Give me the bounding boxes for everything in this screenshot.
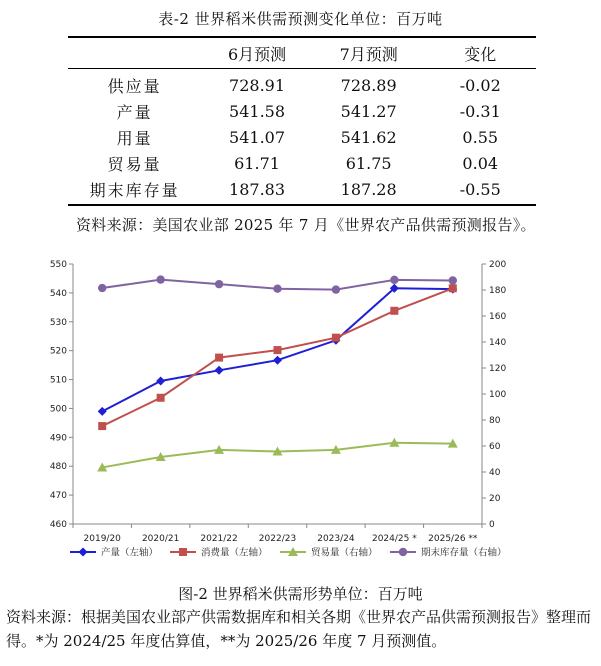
x-tick-label: 2023/24 <box>317 534 355 544</box>
table-title: 表-2 世界稻米供需预测变化单位：百万吨 <box>158 10 443 28</box>
table-header-row <box>68 37 536 69</box>
row-label: 供应量 <box>107 76 162 96</box>
legend-swatch-marker <box>179 548 187 556</box>
figure-caption: 图-2 世界稻米供需形势单位：百万吨 <box>178 585 423 603</box>
table-row <box>68 124 536 150</box>
right-tick-label: 0 <box>489 520 495 530</box>
data-point-series-0 <box>273 356 282 365</box>
cell-june: 728.91 <box>229 75 286 95</box>
cell-july: 541.62 <box>340 127 397 147</box>
legend-swatch-marker <box>399 548 407 556</box>
data-point-series-3 <box>156 275 164 283</box>
header-blank <box>68 37 201 69</box>
table-source-note: 资料来源：美国农业部 2025 年 7 月《世界农产品供需预测报告》。 <box>76 216 536 234</box>
cell-july: 728.89 <box>340 75 397 95</box>
data-point-series-1 <box>274 346 282 354</box>
data-point-series-3 <box>449 276 457 284</box>
rice-supply-demand-chart <box>40 250 565 568</box>
figure-source-note: 资料来源：根据美国农业部产供需数据库和相关各期《世界农产品供需预测报告》整理而得。*为 2024/25 年度估算值，**为 2025/26 年度 7 月预测值。 <box>6 608 592 650</box>
legend-label: 消费量（左轴） <box>201 547 268 559</box>
data-point-series-3 <box>98 284 106 292</box>
right-tick-label: 160 <box>489 312 507 322</box>
data-point-series-1 <box>390 307 398 315</box>
supply-demand-table <box>68 36 536 206</box>
x-tick-label: 2021/22 <box>200 534 238 544</box>
header-july: 7月预测 <box>313 37 425 69</box>
data-point-series-1 <box>332 334 340 342</box>
cell-july: 541.27 <box>340 101 397 121</box>
x-tick-label: 2019/20 <box>83 534 121 544</box>
cell-change: -0.02 <box>459 75 501 95</box>
cell-june: 61.71 <box>234 153 280 173</box>
left-tick-label: 470 <box>49 491 67 502</box>
cell-july: 187.28 <box>313 176 425 205</box>
right-tick-label: 200 <box>489 260 507 270</box>
cell-july: 61.75 <box>345 153 392 173</box>
row-label: 产量 <box>116 102 153 122</box>
data-point-series-3 <box>215 280 223 288</box>
left-tick-label: 550 <box>49 260 67 270</box>
row-label: 贸易量 <box>107 154 162 174</box>
left-tick-label: 500 <box>49 404 67 415</box>
data-point-series-0 <box>215 366 224 375</box>
right-tick-label: 60 <box>489 442 501 452</box>
table-row <box>68 69 536 99</box>
data-point-series-3 <box>273 285 281 293</box>
x-tick-label: 2025/26 ** <box>428 534 478 544</box>
data-point-series-0 <box>98 407 107 416</box>
x-tick-label: 2024/25 * <box>371 534 417 544</box>
data-point-series-1 <box>157 394 165 402</box>
cell-change: 0.55 <box>462 127 499 147</box>
data-point-series-3 <box>332 285 340 293</box>
left-tick-label: 480 <box>49 462 67 473</box>
x-tick-label: 2022/23 <box>258 534 297 544</box>
left-tick-label: 460 <box>49 520 67 530</box>
legend-label: 产量（左轴） <box>101 547 159 559</box>
left-tick-label: 520 <box>49 346 67 357</box>
right-tick-label: 140 <box>489 338 507 348</box>
left-tick-label: 490 <box>49 433 67 444</box>
cell-change: 0.04 <box>462 153 499 173</box>
x-tick-label: 2020/21 <box>141 534 180 544</box>
data-point-series-0 <box>156 377 165 386</box>
cell-june: 187.83 <box>201 176 313 205</box>
right-tick-label: 20 <box>489 494 501 504</box>
data-point-series-1 <box>215 354 223 362</box>
right-tick-label: 120 <box>489 364 507 374</box>
left-tick-label: 510 <box>49 375 67 386</box>
legend-label: 贸易量（右轴） <box>311 547 378 559</box>
table-row <box>68 150 536 176</box>
cell-change: -0.31 <box>459 101 501 121</box>
right-tick-label: 180 <box>489 286 507 296</box>
cell-june: 541.58 <box>229 101 286 121</box>
row-label: 期末库存量 <box>68 176 201 205</box>
cell-june: 541.07 <box>229 127 286 147</box>
table-row <box>68 98 536 124</box>
left-tick-label: 540 <box>49 288 67 299</box>
table-row <box>68 176 536 205</box>
right-tick-label: 80 <box>489 416 501 426</box>
header-change: 变化 <box>424 37 536 69</box>
legend-label: 期末库存量（右轴） <box>421 547 507 559</box>
right-tick-label: 100 <box>489 390 507 400</box>
legend-swatch-marker <box>79 548 88 557</box>
cell-change: -0.55 <box>424 176 536 205</box>
row-label: 用量 <box>116 128 153 148</box>
header-june: 6月预测 <box>201 37 313 69</box>
left-tick-label: 530 <box>49 317 67 328</box>
data-point-series-1 <box>449 284 457 292</box>
data-point-series-1 <box>98 422 106 430</box>
data-point-series-3 <box>390 276 398 284</box>
right-tick-label: 40 <box>489 468 501 478</box>
